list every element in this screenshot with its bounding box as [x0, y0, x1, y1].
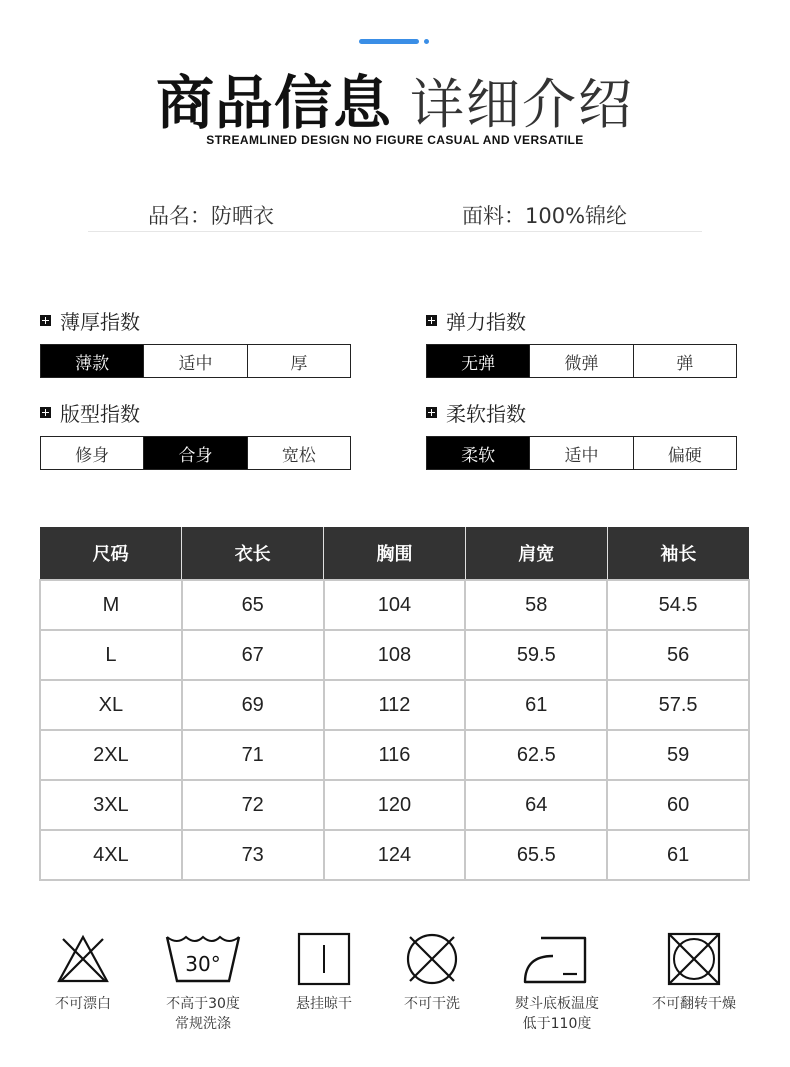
care-item [492, 928, 622, 1034]
index-title [426, 306, 738, 334]
table-cell: 2XL [40, 730, 182, 780]
index-title-label: 弹力指数 [446, 309, 526, 334]
table-cell: 61 [607, 830, 749, 880]
index-option: 适中 [529, 437, 632, 469]
plus-icon [426, 407, 437, 418]
table-cell: 73 [182, 830, 324, 880]
table-cell: 57.5 [607, 680, 749, 730]
index-option: 宽松 [247, 437, 350, 469]
index-scale [426, 436, 737, 470]
index-block [40, 306, 352, 378]
table-cell: 59.5 [465, 630, 607, 680]
index-option: 微弹 [529, 345, 632, 377]
table-row [40, 780, 749, 830]
no-dry-clean-icon [404, 931, 460, 987]
page-subtitle: STREAMLINED DESIGN NO FIGURE CASUAL AND VERSATILE [206, 133, 584, 147]
index-option: 合身 [143, 437, 246, 469]
table-row [40, 830, 749, 880]
table-cell: 62.5 [465, 730, 607, 780]
care-label-line: 不可漂白 [55, 996, 111, 1012]
table-cell: 65.5 [465, 830, 607, 880]
table-cell: 108 [324, 630, 466, 680]
index-title-label: 薄厚指数 [60, 309, 140, 334]
table-cell: 54.5 [607, 580, 749, 630]
hang-dry-icon [296, 931, 352, 987]
table-cell: L [40, 630, 182, 680]
table-row [40, 580, 749, 630]
care-label [629, 994, 759, 1014]
table-cell: 58 [465, 580, 607, 630]
plus-icon [40, 315, 51, 326]
title-main: 商品信息 [155, 69, 392, 137]
table-cell: 61 [465, 680, 607, 730]
care-label-line: 熨斗底板温度 [515, 996, 599, 1012]
care-label-line: 常规洗涤 [175, 1016, 231, 1032]
index-option: 修身 [75, 445, 110, 466]
index-title-label: 柔软指数 [446, 401, 526, 426]
wash-30-icon [163, 929, 243, 989]
index-block [426, 398, 738, 470]
table-row [40, 680, 749, 730]
product-name: 品名：防晒衣 [148, 204, 274, 228]
table-cell: 72 [182, 780, 324, 830]
table-cell: 59 [607, 730, 749, 780]
care-label [492, 994, 622, 1034]
page-title [0, 56, 790, 140]
table-header-cell: 胸围 [324, 527, 466, 580]
table-cell: M [40, 580, 182, 630]
table-cell: 4XL [40, 830, 182, 880]
care-label-line: 低于110度 [522, 1016, 592, 1032]
index-block [40, 398, 352, 470]
table-cell: 67 [182, 630, 324, 680]
info-divider [88, 231, 702, 232]
care-label-line: 不可干洗 [404, 996, 460, 1012]
title-sub: 详细介绍 [410, 73, 634, 136]
wash-temp-badge: 30° [185, 952, 221, 976]
index-option: 厚 [247, 345, 350, 377]
title-accent-dot [424, 39, 429, 44]
index-option: 弹 [633, 345, 736, 377]
table-cell: 60 [607, 780, 749, 830]
index-title [40, 306, 352, 334]
table-cell: 124 [324, 830, 466, 880]
care-label-line: 悬挂晾干 [296, 996, 352, 1012]
index-option: 适中 [143, 345, 246, 377]
table-header-cell: 肩宽 [465, 527, 607, 580]
product-fabric: 面料：100%锦纶 [462, 204, 628, 228]
size-table [39, 527, 750, 881]
care-label [138, 994, 268, 1034]
index-option: 偏硬 [633, 437, 736, 469]
table-cell: 56 [607, 630, 749, 680]
table-header-row [40, 527, 749, 580]
table-header-cell: 衣长 [182, 527, 324, 580]
title-accent-bar [359, 39, 419, 44]
table-cell: XL [40, 680, 182, 730]
table-cell: 116 [324, 730, 466, 780]
index-title [40, 398, 352, 426]
care-item [18, 928, 148, 1014]
table-row [40, 730, 749, 780]
plus-icon [40, 407, 51, 418]
iron-low-icon [519, 930, 595, 988]
index-block [426, 306, 738, 378]
index-option: 薄款 [41, 345, 143, 377]
index-option: 柔软 [427, 437, 529, 469]
table-header-cell: 袖长 [607, 527, 749, 580]
table-cell: 104 [324, 580, 466, 630]
care-label [18, 994, 148, 1014]
table-cell: 3XL [40, 780, 182, 830]
index-scale [426, 344, 737, 378]
care-item [138, 928, 268, 1034]
index-scale [40, 344, 351, 378]
no-bleach-icon [55, 931, 111, 987]
table-header-cell: 尺码 [40, 527, 182, 580]
care-item [629, 928, 759, 1014]
plus-icon [426, 315, 437, 326]
table-cell: 65 [182, 580, 324, 630]
table-cell: 69 [182, 680, 324, 730]
index-option: 无弹 [427, 345, 529, 377]
care-label-line: 不高于30度 [166, 996, 240, 1012]
index-title [426, 398, 738, 426]
index-title-label: 版型指数 [60, 401, 140, 426]
care-item [367, 928, 497, 1014]
care-label [367, 994, 497, 1014]
table-cell: 71 [182, 730, 324, 780]
no-tumble-dry-icon [666, 931, 722, 987]
table-cell: 112 [324, 680, 466, 730]
index-scale [40, 436, 351, 470]
table-cell: 64 [465, 780, 607, 830]
care-label-line: 不可翻转干燥 [652, 996, 736, 1012]
table-cell: 120 [324, 780, 466, 830]
table-row [40, 630, 749, 680]
